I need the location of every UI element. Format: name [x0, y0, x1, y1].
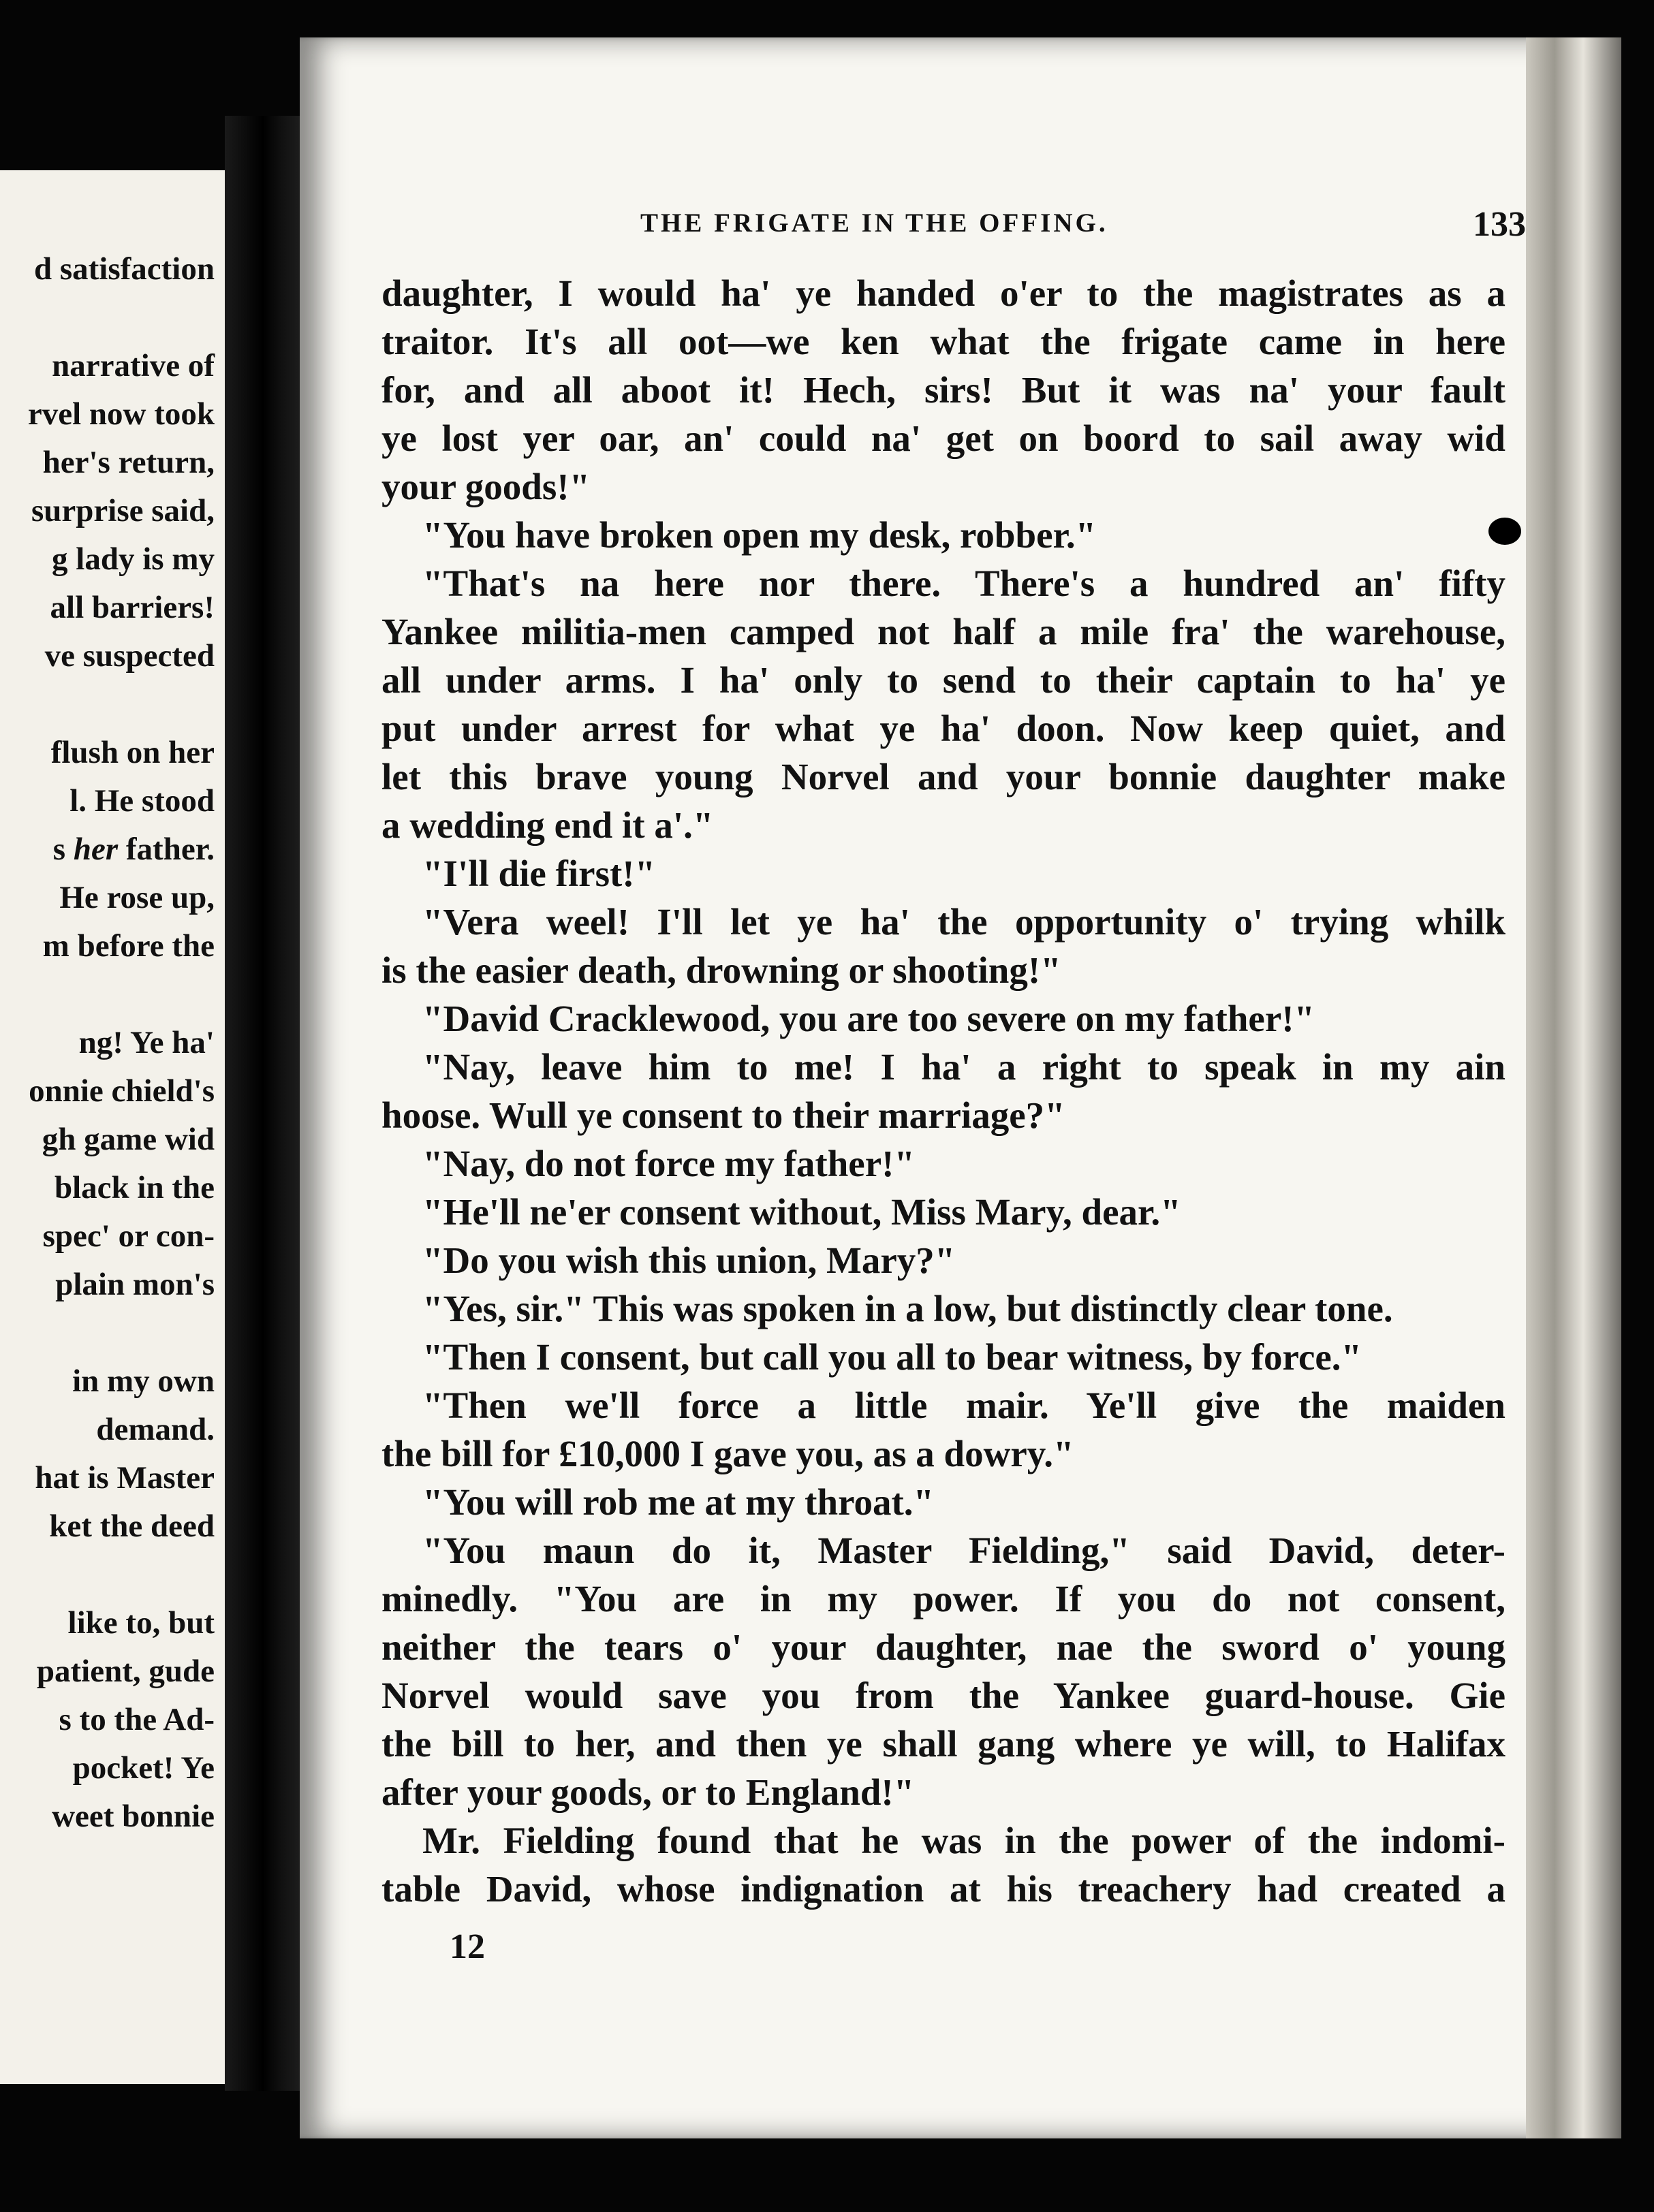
text-line: "Then I consent, but call you all to bear witness, by force." — [422, 1336, 1362, 1378]
text-line: "You maun do it, Master Fielding," said David, deter- — [422, 1530, 1505, 1571]
text-line: after your goods, or to England!" — [381, 1771, 915, 1813]
text-line: "You will rob me at my throat." — [422, 1481, 935, 1523]
text-line: the bill to her, and then ye shall gang where ye will, to Halifax — [381, 1723, 1505, 1765]
text-line: the bill for £10,000 I gave you, as a dowry." — [381, 1433, 1074, 1474]
left-page-line: flush on her — [50, 735, 215, 770]
left-page-line: patient, gude — [36, 1654, 215, 1689]
text-line: "You have broken open my desk, robber." — [422, 514, 1097, 556]
left-page-line: plain mon's — [55, 1267, 215, 1302]
text-line: a wedding end it a'." — [381, 804, 714, 846]
text-line: "Yes, sir." This was spoken in a low, but distinctly clear tone. — [422, 1288, 1393, 1329]
running-header — [381, 184, 1526, 259]
text-line: let this brave young Norvel and your bonnie daughter make — [381, 756, 1505, 797]
left-page-line: weet bonnie — [52, 1799, 215, 1834]
left-page-line: s to the Ad- — [59, 1702, 215, 1737]
text-line: "He'll ne'er consent without, Miss Mary, dear." — [422, 1191, 1181, 1233]
left-page-line: m before the — [42, 928, 215, 964]
left-page-line: d satisfaction — [33, 251, 215, 287]
left-page-line — [0, 680, 215, 729]
left-page — [0, 170, 262, 2084]
text-line: "Do you wish this union, Mary?" — [422, 1239, 956, 1281]
text-line: your goods!" — [381, 466, 591, 507]
text-line: table David, whose indignation at his treachery had created a — [381, 1868, 1505, 1910]
running-header-title: THE FRIGATE IN THE OFFING. — [640, 208, 1108, 238]
left-page-line — [0, 970, 215, 1019]
text-line: put under arrest for what ye ha' doon. Now keep quiet, and — [381, 708, 1505, 749]
left-page-line: onnie chield's — [29, 1073, 215, 1109]
left-page-line: her's return, — [42, 445, 215, 480]
left-page-line: rvel now took — [27, 396, 215, 432]
left-page-line — [0, 294, 215, 342]
left-page-line: spec' or con- — [42, 1218, 215, 1254]
text-line: "Then we'll force a little mair. Ye'll give the maiden — [422, 1385, 1505, 1426]
left-page-line: black in the — [54, 1170, 215, 1205]
left-page-line — [0, 1551, 215, 1599]
left-page-line — [0, 1309, 215, 1357]
right-page — [300, 37, 1621, 2138]
text-line: "Nay, leave him to me! I ha' a right to speak in my ain — [422, 1046, 1505, 1088]
left-page-line: ng! Ye ha' — [78, 1025, 215, 1060]
left-page-line: g lady is my — [52, 541, 215, 577]
text-line: "David Cracklewood, you are too severe on my father!" — [422, 998, 1315, 1039]
text-line: "That's na here nor there. There's a hundred an' fifty — [422, 563, 1505, 604]
text-line: minedly. "You are in my power. If you do not consent, — [381, 1578, 1505, 1620]
text-line: is the easier death, drowning or shooting!" — [381, 949, 1061, 991]
page-content — [381, 184, 1526, 1967]
left-page-line: like to, but — [67, 1605, 215, 1641]
text-line: "I'll die first!" — [422, 853, 656, 894]
text-line: daughter, I would ha' ye handed o'er to the magistrates as a — [381, 272, 1505, 314]
left-page-line: surprise said, — [31, 493, 215, 528]
left-page-line: in my own — [72, 1363, 215, 1399]
ink-blot — [1488, 518, 1521, 545]
left-page-line: s her father. — [52, 832, 215, 867]
text-line: hoose. Wull ye consent to their marriage?" — [381, 1094, 1065, 1136]
text-line: traitor. It's all oot—we ken what the frigate came in here — [381, 321, 1505, 362]
text-line: "Vera weel! I'll let ye ha' the opportunity o' trying whilk — [422, 901, 1505, 943]
page-edge — [1526, 37, 1621, 2138]
left-page-line: narrative of — [52, 348, 215, 383]
left-page-text — [0, 245, 215, 1841]
left-page-line: pocket! Ye — [72, 1750, 215, 1786]
text-line: ye lost yer oar, an' could na' get on boord to sail away wid — [381, 417, 1505, 459]
left-page-line: hat is Master — [35, 1460, 215, 1496]
left-page-line: demand. — [96, 1412, 215, 1447]
left-page-line: all barriers! — [50, 590, 215, 625]
left-page-line: ve suspected — [44, 638, 215, 674]
left-page-line: He rose up, — [59, 880, 215, 915]
text-line: Mr. Fielding found that he was in the power of the indomi- — [422, 1820, 1505, 1861]
page-number: 133 — [1473, 205, 1526, 244]
text-line: for, and all aboot it! Hech, sirs! But it was na' your fault — [381, 369, 1505, 411]
left-page-line: gh game wid — [42, 1122, 215, 1157]
text-line: Yankee militia-men camped not half a mile fra' the warehouse, — [381, 611, 1505, 652]
text-line: Norvel would save you from the Yankee guard-house. Gie — [381, 1675, 1505, 1716]
text-line: neither the tears o' your daughter, nae the sword o' young — [381, 1626, 1505, 1668]
body-text — [381, 269, 1505, 1913]
left-page-line: l. He stood — [69, 783, 215, 819]
text-line: all under arms. I ha' only to send to their captain to ha' ye — [381, 659, 1505, 701]
signature-mark: 12 — [450, 1927, 485, 1966]
text-line: "Nay, do not force my father!" — [422, 1143, 915, 1184]
left-page-line: ket the deed — [49, 1508, 215, 1544]
